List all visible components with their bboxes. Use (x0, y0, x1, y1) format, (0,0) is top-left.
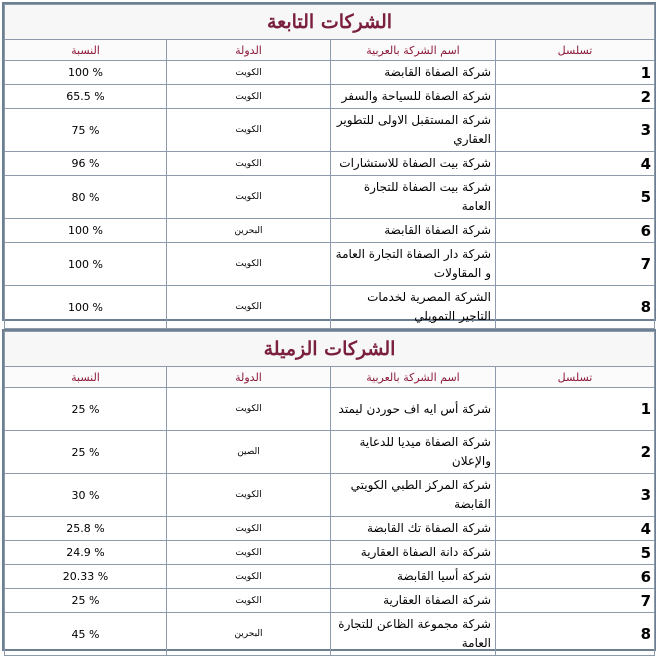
serial-cell: 6 (496, 565, 655, 589)
header-country: الدولة (167, 40, 331, 61)
serial-cell: 2 (496, 85, 655, 109)
associates-panel (2, 329, 656, 651)
company-name-cell: شركة الصفاة ميديا للدعاية والإعلان (331, 431, 496, 474)
table-row (5, 431, 655, 474)
serial-cell: 2 (496, 431, 655, 474)
associates-body (5, 388, 655, 656)
associates-table (4, 331, 655, 656)
table-row (5, 85, 655, 109)
percent-cell: 100 % (5, 61, 167, 85)
company-name-cell: شركة المستقبل الاولى للتطوير العقاري (331, 109, 496, 152)
serial-cell: 5 (496, 541, 655, 565)
percent-cell: 100 % (5, 286, 167, 329)
percent-cell: 25.8 % (5, 517, 167, 541)
country-cell: البحرين (167, 219, 331, 243)
subsidiaries-panel (2, 2, 656, 321)
country-cell: الكويت (167, 565, 331, 589)
country-cell: الكويت (167, 286, 331, 329)
country-cell: الكويت (167, 541, 331, 565)
percent-cell: 75 % (5, 109, 167, 152)
serial-cell: 8 (496, 286, 655, 329)
company-name-cell: شركة بيت الصفاة للاستشارات (331, 152, 496, 176)
country-cell: الكويت (167, 61, 331, 85)
percent-cell: 25 % (5, 589, 167, 613)
serial-cell: 7 (496, 243, 655, 286)
percent-cell: 100 % (5, 243, 167, 286)
country-cell: الكويت (167, 474, 331, 517)
serial-cell: 6 (496, 219, 655, 243)
table-row (5, 474, 655, 517)
table-row (5, 388, 655, 431)
header-percent: النسبة (5, 40, 167, 61)
percent-cell: 96 % (5, 152, 167, 176)
percent-cell: 100 % (5, 219, 167, 243)
table-row (5, 613, 655, 656)
serial-cell: 3 (496, 109, 655, 152)
country-cell: الكويت (167, 243, 331, 286)
header-name: اسم الشركة بالعربية (331, 40, 496, 61)
subsidiaries-table (4, 4, 655, 329)
company-name-cell: شركة الصفاة للسياحة والسفر (331, 85, 496, 109)
table-row (5, 565, 655, 589)
table-row (5, 109, 655, 152)
percent-cell: 30 % (5, 474, 167, 517)
percent-cell: 80 % (5, 176, 167, 219)
header-name: اسم الشركة بالعربية (331, 367, 496, 388)
country-cell: الكويت (167, 517, 331, 541)
country-cell: الكويت (167, 152, 331, 176)
serial-cell: 4 (496, 517, 655, 541)
company-name-cell: شركة بيت الصفاة للتجارة العامة (331, 176, 496, 219)
country-cell: الكويت (167, 176, 331, 219)
table-row (5, 152, 655, 176)
country-cell: البحرين (167, 613, 331, 656)
table-row (5, 541, 655, 565)
company-name-cell: شركة الصفاة القابضة (331, 61, 496, 85)
company-name-cell: شركة الصفاة تك القابضة (331, 517, 496, 541)
percent-cell: 20.33 % (5, 565, 167, 589)
serial-cell: 5 (496, 176, 655, 219)
serial-cell: 7 (496, 589, 655, 613)
serial-cell: 3 (496, 474, 655, 517)
table-row (5, 219, 655, 243)
subsidiaries-title: الشركات التابعة (5, 5, 655, 40)
serial-cell: 4 (496, 152, 655, 176)
company-name-cell: شركة المركز الطبي الكويتي القابضة (331, 474, 496, 517)
company-name-cell: شركة دانة الصفاة العقارية (331, 541, 496, 565)
table-row (5, 517, 655, 541)
associates-title: الشركات الزميلة (5, 332, 655, 367)
company-name-cell: شركة الصفاة العقارية (331, 589, 496, 613)
percent-cell: 25 % (5, 388, 167, 431)
country-cell: الكويت (167, 109, 331, 152)
company-name-cell: شركة الصفاة القابضة (331, 219, 496, 243)
company-name-cell: شركة مجموعة الظاعن للتجارة العامة (331, 613, 496, 656)
table-row (5, 243, 655, 286)
associates-header-row (5, 367, 655, 388)
table-row (5, 589, 655, 613)
percent-cell: 25 % (5, 431, 167, 474)
serial-cell: 8 (496, 613, 655, 656)
serial-cell: 1 (496, 61, 655, 85)
subsidiaries-header-row (5, 40, 655, 61)
subsidiaries-body (5, 61, 655, 329)
company-name-cell: شركة دار الصفاة التجارة العامة و المقاولات (331, 243, 496, 286)
company-name-cell: الشركة المصرية لخدمات التاجير التمويلي (331, 286, 496, 329)
company-name-cell: شركة أسيا القابضة (331, 565, 496, 589)
percent-cell: 65.5 % (5, 85, 167, 109)
header-serial: تسلسل (496, 367, 655, 388)
table-row (5, 176, 655, 219)
company-name-cell: شركة أس ايه اف حوردن ليمتد (331, 388, 496, 431)
serial-cell: 1 (496, 388, 655, 431)
country-cell: الكويت (167, 85, 331, 109)
table-row (5, 286, 655, 329)
header-country: الدولة (167, 367, 331, 388)
table-row (5, 61, 655, 85)
percent-cell: 24.9 % (5, 541, 167, 565)
country-cell: الكويت (167, 589, 331, 613)
country-cell: الصين (167, 431, 331, 474)
country-cell: الكويت (167, 388, 331, 431)
percent-cell: 45 % (5, 613, 167, 656)
header-serial: تسلسل (496, 40, 655, 61)
header-percent: النسبة (5, 367, 167, 388)
